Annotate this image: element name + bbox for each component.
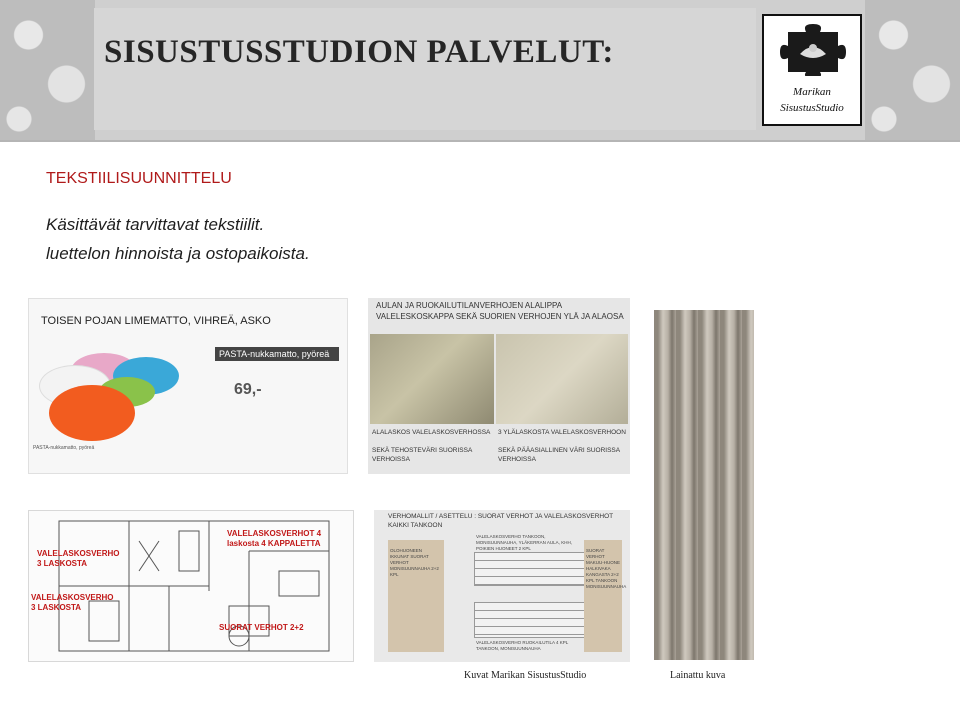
credit-left: Kuvat Marikan SisustusStudio: [464, 670, 587, 681]
divider: [0, 140, 960, 142]
page-title: SISUSTUSSTUDION PALVELUT:: [104, 34, 614, 70]
models-header: VERHOMALLIT / ASETTELU : SUORAT VERHOT JA VALELASKOSVERHOT KAIKKI TANKOON: [388, 513, 614, 529]
plan-label-2: VALELASKOSVERHO 3 LASKOSTA: [31, 593, 114, 612]
product-title-bar: PASTA-nukkamatto, pyöreä: [215, 347, 339, 361]
fabric-image-panel: [368, 298, 630, 474]
rug-image-panel: [28, 298, 348, 474]
rug-orange: [49, 385, 135, 441]
ornament-left: [0, 0, 95, 140]
credit-right: Lainattu kuva: [670, 670, 726, 681]
fabric-swatch-left: [370, 334, 494, 424]
models-left-text: OLOHUONEEN IKKUNAT SUORAT VERHOT MONISUUNNAUHA 2+2 KPL: [390, 548, 439, 577]
models-right-text: SUORAT VERHOT MAKUU-HUONE HALKIVAKA KANGASTA 2+2 KPL TANKOON MONISUUNNAUHA: [586, 548, 627, 589]
models-grid-top: [474, 552, 588, 586]
plan-label-1: VALELASKOSVERHO 3 LASKOSTA: [37, 549, 120, 568]
logo-line-1: Marikan: [793, 86, 831, 98]
plan-label-3: VALELASKOSVERHOT 4 laskosta 4 KAPPALETTA: [227, 529, 322, 548]
rug-caption: TOISEN POJAN LIMEMATTO, VIHREÄ, ASKO: [41, 315, 271, 327]
logo-line-2: SisustusStudio: [780, 102, 844, 114]
models-bottom-text: VALELASKOSVERHO RUOKAILUTILA 4 KPL TANKOON, MONISUUNNAUHA: [476, 640, 569, 651]
ornament-right: [865, 0, 960, 140]
floor-plan-panel: [28, 510, 354, 662]
body-line-2: luettelon hinnoista ja ostopaikoista.: [46, 244, 310, 263]
fabric-swatch-right: [496, 334, 628, 424]
curtain-models-panel: [374, 510, 630, 662]
fabric-right-text: 3 YLÄLASKOSTA VALELASKOSVERHOON SEKÄ PÄÄASIALLINEN VÄRI SUORISSA VERHOISSA: [498, 429, 626, 463]
rug-footer: PASTA-nukkamatto, pyöreä: [33, 445, 95, 451]
models-top-text: VALELASKOSVERHO TANKOON, MONISUUNNAUHA, YLÄKERRAN AULA, KHH, POIKIEN HUONEET 2 KPL: [476, 534, 572, 551]
plan-label-4: SUORAT VERHOT 2+2: [219, 623, 304, 632]
fabric-left-text: ALALASKOS VALELASKOSVERHOSSA SEKÄ TEHOSTEVÄRI SUORISSA VERHOISSA: [372, 429, 491, 463]
curtain-fabric: [654, 310, 754, 660]
body-line-1: Käsittävät tarvittavat tekstiilit.: [46, 215, 265, 234]
section-title: TEKSTIILISUUNNITTELU: [46, 170, 232, 187]
models-grid-bottom: [474, 602, 588, 638]
puzzle-icon: [778, 24, 848, 76]
rug-price: 69,-: [234, 381, 262, 398]
curtain-photo: [652, 310, 756, 660]
logo: [762, 14, 862, 126]
fabric-caption: AULAN JA RUOKAILUTILANVERHOJEN ALALIPPA VALELESKOSKAPPA SEKÄ SUORIEN VERHOJEN YLÄ JA ALAOSA: [376, 301, 624, 321]
